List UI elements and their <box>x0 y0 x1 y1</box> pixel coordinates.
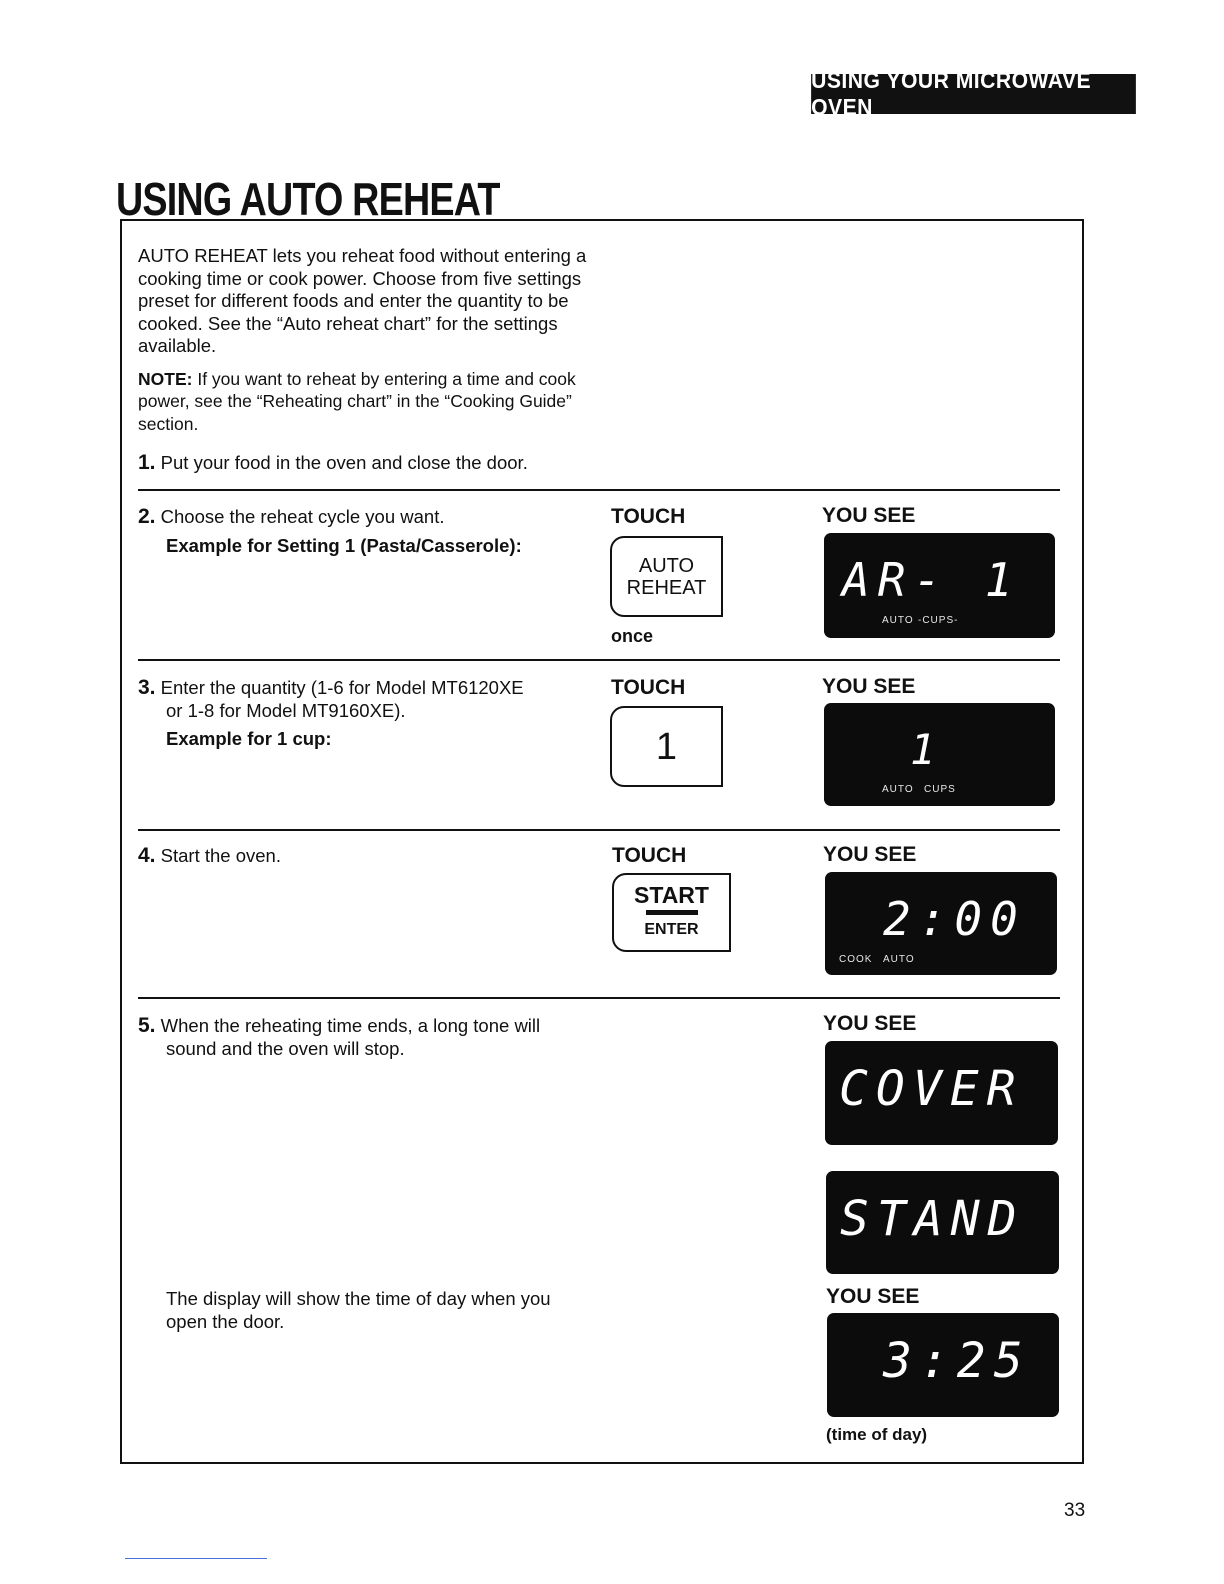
step-text-continued: sound and the oven will stop. <box>166 1037 405 1059</box>
time-of-day-caption: (time of day) <box>826 1425 928 1444</box>
divider <box>138 489 1060 491</box>
led-display <box>824 533 1055 638</box>
auto-reheat-key[interactable] <box>610 536 723 617</box>
led-display <box>825 1041 1058 1145</box>
number-1-key[interactable] <box>610 706 723 787</box>
step-text: When the reheating time ends, a long tone will <box>160 1015 541 1036</box>
page-number: 33 <box>1064 1500 1086 1521</box>
step-text-continued: or 1-8 for Model MT9160XE). <box>166 699 406 721</box>
step-text: Choose the reheat cycle you want. <box>160 506 445 527</box>
step-example: Example for 1 cup: <box>166 728 332 749</box>
key-note: once <box>611 626 654 646</box>
display-readout: COVER <box>839 1061 1024 1117</box>
note-paragraph <box>138 368 588 436</box>
intro-section <box>138 245 588 445</box>
key-line: AUTO <box>638 554 695 577</box>
you-see-label: YOU SEE <box>822 504 916 527</box>
step-3 <box>138 677 578 751</box>
step-4 <box>138 845 578 868</box>
section-header-bar <box>811 67 1136 120</box>
you-see-label: YOU SEE <box>822 675 916 698</box>
divider <box>138 829 1060 831</box>
note-text: If you want to reheat by entering a time and cook power, see the “Reheating chart” in the “Cooking Guide” section. <box>138 368 576 434</box>
display-indicator: COOK <box>839 954 873 965</box>
step-example: Example for Setting 1 (Pasta/Casserole): <box>166 534 522 556</box>
key-line: REHEAT <box>626 576 707 599</box>
display-readout: 2:00 <box>883 892 1026 946</box>
display-indicator: -CUPS- <box>918 615 959 626</box>
page-title: USING AUTO REHEAT <box>116 173 500 225</box>
step-text: Start the oven. <box>160 845 281 866</box>
led-display <box>824 703 1055 806</box>
step-number: 3. <box>138 676 156 699</box>
key-line: ENTER <box>644 921 699 938</box>
touch-label: TOUCH <box>611 676 686 699</box>
you-see-label: YOU SEE <box>823 843 917 866</box>
step-text: Enter the quantity (1-6 for Model MT6120XE <box>160 677 524 698</box>
divider <box>138 659 1060 661</box>
display-readout: AR- 1 <box>842 553 1021 607</box>
display-readout: 3:25 <box>883 1333 1031 1389</box>
step-number: 2. <box>138 505 156 528</box>
led-display <box>826 1171 1059 1274</box>
intro-paragraph: AUTO REHEAT lets you reheat food without entering a cooking time or cook power. Choose from five settings preset for different foods and enter the quantity to be cooked. See the “Auto reheat chart” for the settings available. <box>138 245 587 356</box>
divider <box>138 997 1060 999</box>
step-number: 1. <box>138 451 156 474</box>
display-indicator: AUTO <box>882 615 914 626</box>
note-label: NOTE: <box>138 368 193 389</box>
key-divider <box>646 910 698 915</box>
display-indicator: AUTO <box>882 784 914 795</box>
led-display <box>827 1313 1059 1417</box>
you-see-label: YOU SEE <box>823 1012 917 1035</box>
display-readout: STAND <box>840 1191 1025 1247</box>
door-note-line: The display will show the time of day when you <box>166 1288 551 1309</box>
step-number: 4. <box>138 844 156 867</box>
step-2 <box>138 506 578 557</box>
touch-label: TOUCH <box>611 505 686 528</box>
you-see-label: YOU SEE <box>826 1285 920 1308</box>
led-display <box>825 872 1057 975</box>
start-enter-key[interactable] <box>612 873 731 952</box>
step-5 <box>138 1015 578 1060</box>
touch-label: TOUCH <box>612 844 687 867</box>
footer-line <box>125 1558 267 1559</box>
step-text: Put your food in the oven and close the door. <box>160 452 528 473</box>
display-indicator: CUPS <box>924 784 956 795</box>
key-line: START <box>634 882 709 908</box>
key-line: 1 <box>655 725 678 768</box>
display-indicator: AUTO <box>883 954 915 965</box>
section-header-label: USING YOUR MICROWAVE OVEN <box>811 67 1092 120</box>
step-1 <box>138 451 528 475</box>
door-note <box>166 1288 606 1333</box>
display-readout: 1 <box>910 725 944 774</box>
step-number: 5. <box>138 1014 156 1037</box>
door-note-line: open the door. <box>166 1310 285 1332</box>
